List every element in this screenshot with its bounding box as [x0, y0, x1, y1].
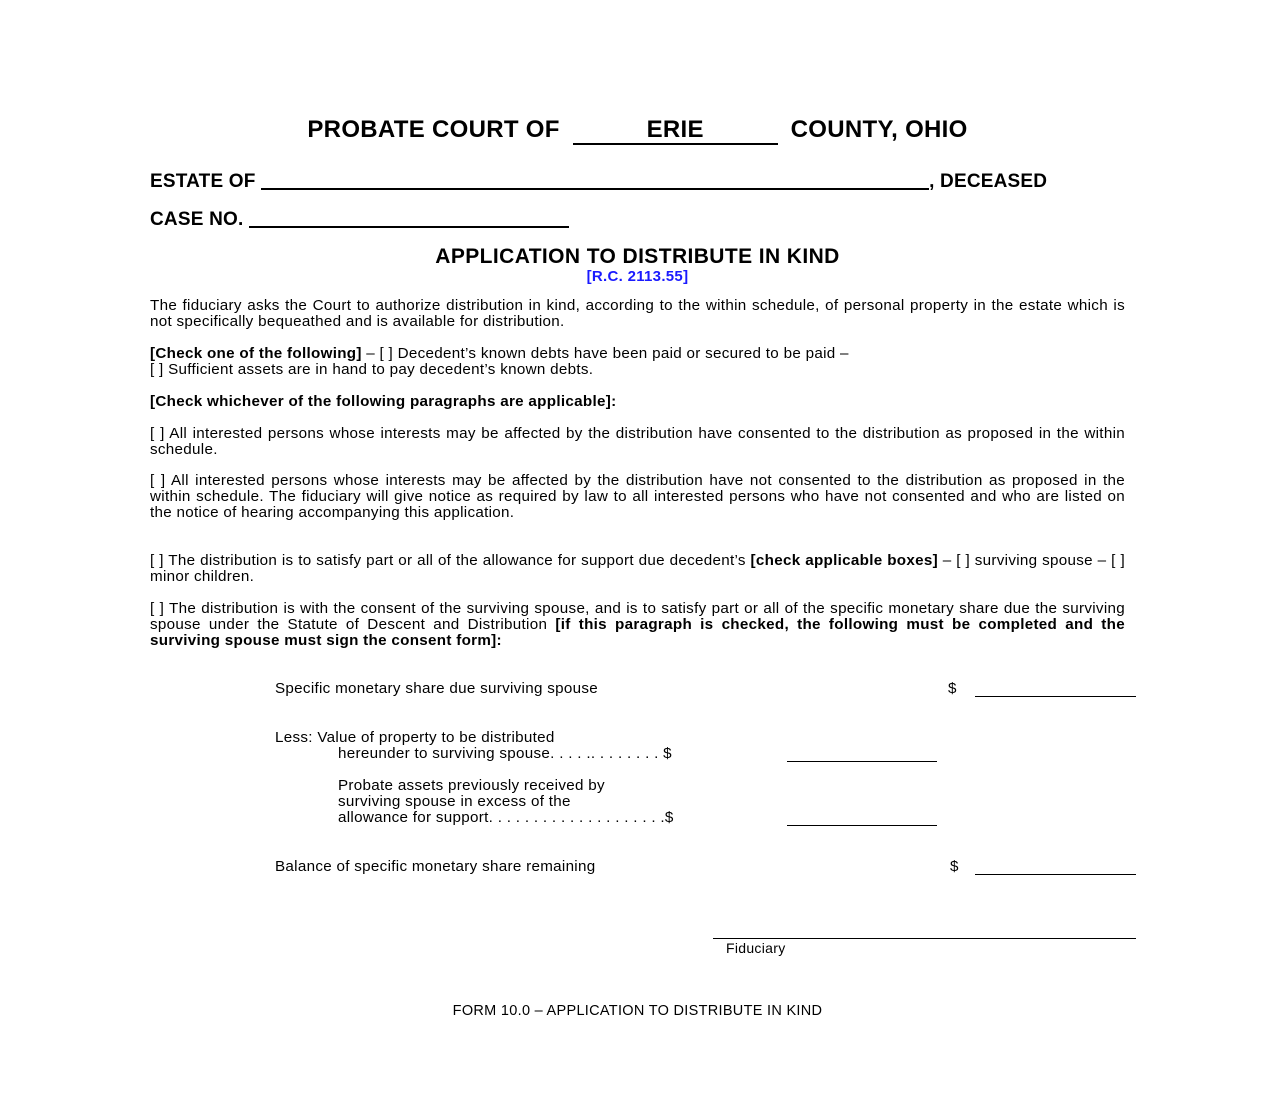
form-footer: FORM 10.0 – APPLICATION TO DISTRIBUTE IN KIND: [452, 1003, 823, 1019]
allowance-options: – [ ] surviving spouse – [ ] minor children.: [150, 552, 1125, 585]
less-label: Less: Value of property to be distributed: [275, 729, 555, 746]
probate-line2: surviving spouse in excess of the: [338, 793, 571, 810]
debts-paid-option[interactable]: – [ ] Decedent’s known debts have been paid or secured to be paid –: [361, 345, 849, 362]
court-prefix: PROBATE COURT OF: [307, 116, 560, 143]
spouse-consent-text: [ ] The distribution is with the consent of the surviving spouse, and is to satisfy part or all of the specific monetary share due the surviving spouse under the Statute of Descent and Distribution: [150, 600, 1125, 633]
check-one-section: [150, 346, 1125, 378]
case-number-field[interactable]: [249, 206, 569, 228]
probate-line3: allowance for support. . . . . . . . . . . . . . . . . . . .$: [338, 809, 674, 826]
statute-reference: [R.C. 2113.55]: [586, 268, 689, 285]
county-field[interactable]: [573, 117, 778, 145]
fiduciary-signature-line[interactable]: [713, 938, 1136, 939]
court-heading: [0, 116, 1275, 145]
deceased-label: , DECEASED: [929, 171, 1048, 192]
specific-share-dollar: $: [948, 680, 957, 697]
specific-share-field[interactable]: [975, 696, 1136, 697]
probate-line1: Probate assets previously received by: [338, 777, 605, 794]
case-line: [150, 206, 569, 231]
allowance-text: [ ] The distribution is to satisfy part or all of the allowance for support due decedent’s: [150, 552, 751, 569]
form-title: APPLICATION TO DISTRIBUTE IN KIND: [435, 245, 840, 268]
balance-field[interactable]: [975, 874, 1136, 875]
estate-label: ESTATE OF: [150, 171, 256, 192]
check-one-label: [Check one of the following]: [150, 345, 362, 362]
balance-dollar: $: [950, 858, 959, 875]
county-value: ERIE: [646, 116, 704, 143]
spouse-consent-instruction: [if this paragraph is checked, the following must be completed and the surviving spouse must sign the consent form]:: [150, 616, 1125, 649]
specific-share-label: Specific monetary share due surviving spouse: [275, 680, 599, 697]
sufficient-assets-option[interactable]: [ ] Sufficient assets are in hand to pay decedent’s known debts.: [150, 361, 594, 378]
court-suffix: COUNTY, OHIO: [790, 116, 968, 143]
intro-paragraph: The fiduciary asks the Court to authorize distribution in kind, according to the within schedule, of personal property in the estate which is not specifically bequeathed and is available for distribution.: [150, 297, 1125, 330]
case-label: CASE NO.: [150, 209, 244, 230]
property-value-field[interactable]: [787, 761, 937, 762]
fiduciary-label: Fiduciary: [726, 940, 786, 956]
allowance-instruction: [check applicable boxes]: [750, 552, 938, 569]
less-line2: hereunder to surviving spouse. . . . .. . . . . . . . $: [338, 745, 672, 762]
estate-line: [150, 168, 1125, 193]
check-applicable-label: [Check whichever of the following paragraphs are applicable]:: [150, 393, 617, 410]
spouse-consent-paragraph[interactable]: [150, 601, 1125, 649]
consented-paragraph[interactable]: [ ] All interested persons whose interests may be affected by the distribution have consented to the distribution as proposed in the within schedule.: [150, 425, 1125, 458]
allowance-paragraph[interactable]: [150, 553, 1125, 585]
not-consented-paragraph[interactable]: [ ] All interested persons whose interests may be affected by the distribution have not consented to the distribution as proposed in the within schedule. The fiduciary will give notice as required by law to all interested persons who have not consented and who are listed on the notice of hearing accompanying this application.: [150, 472, 1125, 521]
estate-name-field[interactable]: [261, 168, 929, 190]
probate-assets-field[interactable]: [787, 825, 937, 826]
balance-label: Balance of specific monetary share remaining: [275, 858, 596, 875]
